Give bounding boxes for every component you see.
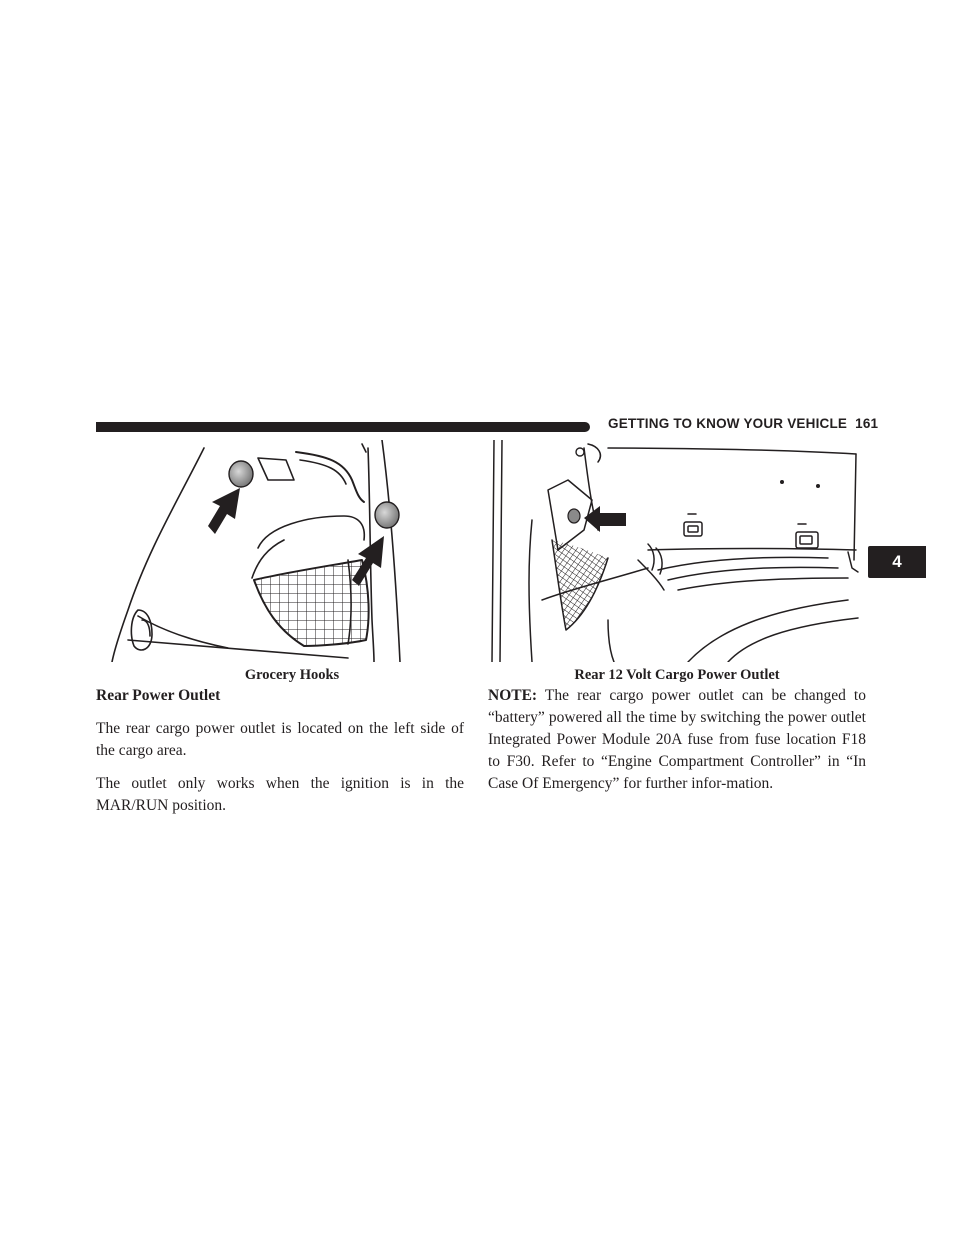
- outlet-arrow-icon: [584, 506, 626, 532]
- note-label: NOTE:: [488, 687, 538, 704]
- header-rule: [96, 422, 590, 432]
- note-text: The rear cargo power outlet can be changed to “battery” powered all the time by switching the power outlet Integrated Power Module 20A fuse from fuse location F18 to F30. Refer to “Engine Compartment Controller” in “In Case Of Emergency” for further infor-mation.: [488, 687, 866, 792]
- power-outlet-drawing: [488, 440, 866, 662]
- paragraph-ignition: The outlet only works when the ignition is in the MAR/RUN position.: [96, 775, 464, 814]
- chapter-tab: 4: [868, 546, 926, 578]
- page-number: 161: [855, 416, 879, 431]
- section-heading: Rear Power Outlet: [96, 687, 221, 704]
- note-paragraph: [488, 685, 866, 795]
- lower-hook-icon: [375, 502, 399, 528]
- upper-hook-icon: [229, 461, 253, 487]
- section-title: GETTING TO KNOW YOUR VEHICLE: [608, 416, 848, 431]
- figure-caption-power-outlet: Rear 12 Volt Cargo Power Outlet: [574, 667, 780, 683]
- power-outlet-illustration: [488, 440, 866, 662]
- left-column: [96, 685, 464, 828]
- running-header: [608, 416, 878, 431]
- paragraph-location: The rear cargo power outlet is located on the left side of the cargo area.: [96, 720, 464, 759]
- power-outlet-icon: [568, 509, 580, 523]
- figure-caption-grocery-hooks: Grocery Hooks: [244, 667, 340, 683]
- grocery-hooks-drawing: [108, 440, 476, 662]
- right-column: [488, 685, 866, 806]
- grocery-hooks-illustration: [108, 440, 476, 662]
- upper-arrow-icon: [208, 488, 240, 534]
